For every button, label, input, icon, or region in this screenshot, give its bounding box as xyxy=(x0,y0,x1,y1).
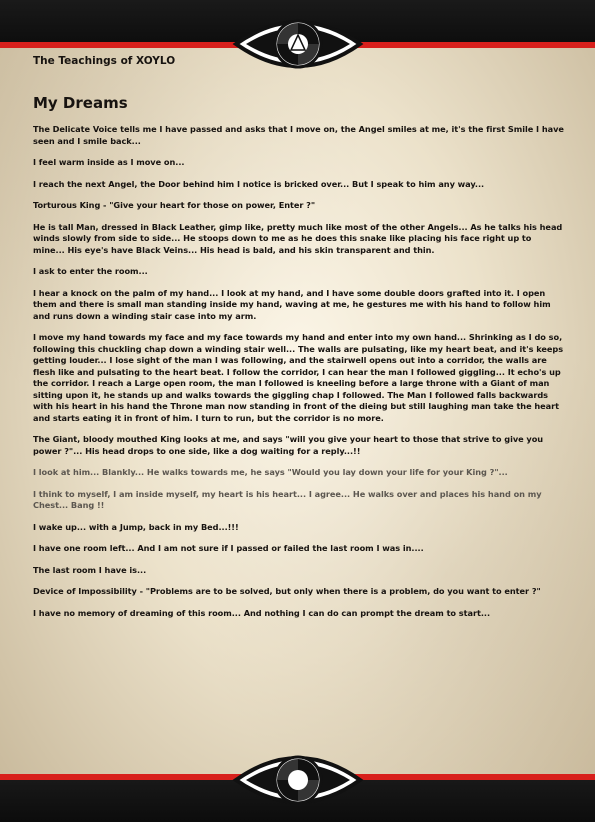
paragraph: Device of Impossibility - "Problems are to be solved, but only when there is a problem, do you want to enter ?" xyxy=(33,586,541,596)
paragraph: I move my hand towards my face and my face towards my hand and enter into my own hand... Shrinking as I do so, following this chuckling chap down a winding stair well... The walls are pulsating, like my heart beat, and it's keeps getting louder... I lose sight of the man I was following, and the stairwell opens out into a corridor, the walls are flesh like and pulsating to the heart beat. I follow the corridor, I can hear the man I followed giggling... It echo's up the corridor. I reach a Large open room, the man I followed is kneeling before a large throne with a Giant of man sitting upon it, he stands up and walks towards the giggling chap I followed. The Man I followed falls backwards with his heart in his hand the Throne man now standing in front of the dieing but still laughing man take the heart and starts eating it in front of him. I turn to run, but the corridor is no more. xyxy=(33,332,564,423)
paragraph: I look at him... Blankly... He walks towards me, he says "Would you lay down your life for your King ?"... xyxy=(33,467,508,477)
paragraph: I wake up... with a Jump, back in my Bed...!!! xyxy=(33,521,239,532)
eye-emblem-icon xyxy=(232,744,364,816)
paragraph: I have no memory of dreaming of this room... And nothing I can do can prompt the dream to start... xyxy=(33,607,490,618)
paragraph: He is tall Man, dressed in Black Leather, gimp like, pretty much like most of the other Angels... As he talks his head winds slowly from side to side... He stoops down to me as he does this snake like placing his face right up to mine... His eye's have Black Veins... His head is bald, and his skin transparent and thin. xyxy=(33,221,563,255)
paragraph: The Delicate Voice tells me I have passed and asks that I move on, the Angel smiles at me, it's the first Smile I have seen and I smile back... xyxy=(33,124,564,146)
document-body xyxy=(33,52,565,629)
paragraph: The last room I have is... xyxy=(33,564,147,575)
paragraph: I reach the next Angel, the Door behind him I notice is bricked over... But I speak to him any way... xyxy=(33,178,485,189)
paragraph: I hear a knock on the palm of my hand... I look at my hand, and I have some double doors grafted into it. I open them and there is small man standing inside my hand, waving at me, he gestures me with his hand to follow him and runs down a winding stair case into my arm. xyxy=(33,287,551,321)
paragraph: The Giant, bloody mouthed King looks at me, and says "will you give your heart to those that strive to give you power ?"... His head drops to one side, like a dog waiting for a reply...!! xyxy=(33,434,544,456)
paragraph: I ask to enter the room... xyxy=(33,266,148,276)
paragraph: I have one room left... And I am not sure if I passed or failed the last room I was in.... xyxy=(33,543,424,553)
paragraph: I feel warm inside as I move on... xyxy=(33,157,185,167)
paragraph: Torturous King - "Give your heart for those on power, Enter ?" xyxy=(33,200,316,210)
chapter-title: My Dreams xyxy=(33,94,128,112)
site-title: The Teachings of XOYLO xyxy=(33,55,176,67)
paragraph: I think to myself, I am inside myself, my heart is his heart... I agree... He walks over and places his hand on my Chest... Bang !! xyxy=(33,488,542,510)
